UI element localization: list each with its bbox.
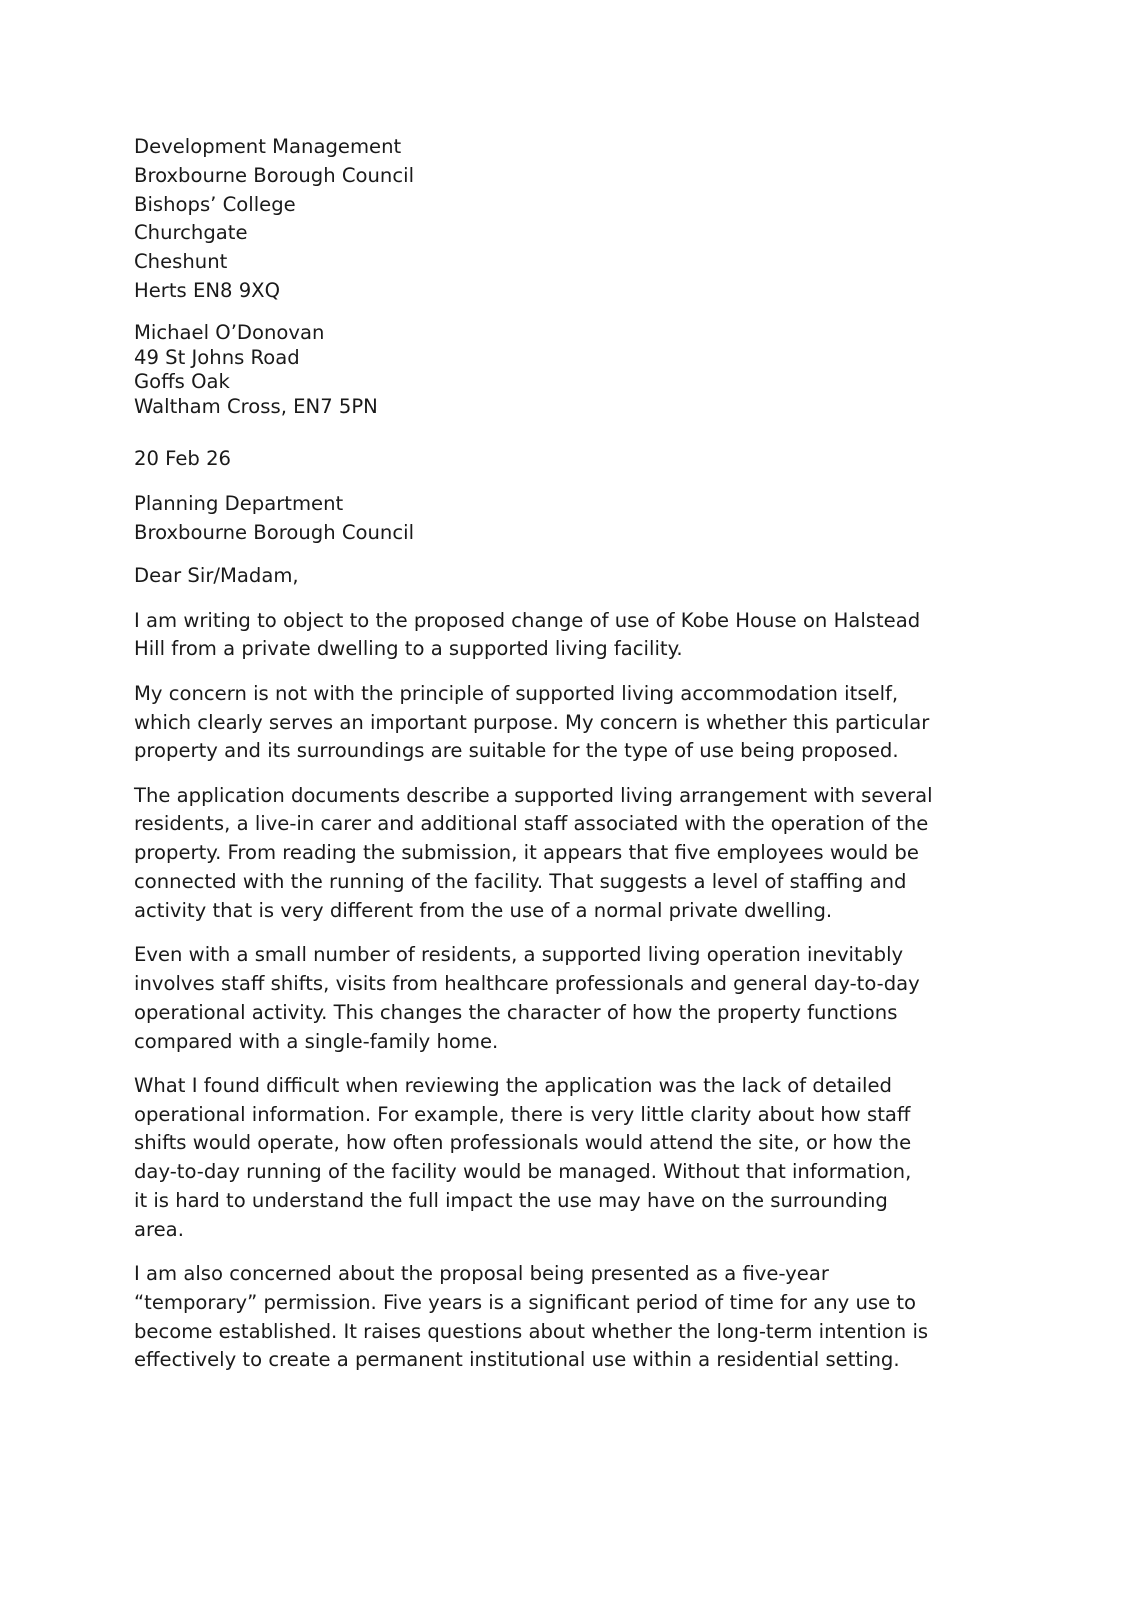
letter-date: 20 Feb 26 (134, 446, 232, 470)
body-paragraph (134, 1260, 1014, 1375)
planning-line: Planning Department (134, 491, 344, 515)
body-paragraph (134, 1072, 1014, 1245)
sender-line: Michael O’Donovan (134, 320, 325, 344)
paragraph-line: activity that is very different from the use of a normal private dwelling. (134, 898, 833, 922)
paragraph-line: shifts would operate, how often professionals would attend the site, or how the (134, 1131, 912, 1155)
sender-line: Waltham Cross, EN7 5PN (134, 395, 378, 419)
body-paragraph (134, 782, 1014, 926)
paragraph-line: I am also concerned about the proposal being presented as a five-year (134, 1262, 829, 1286)
recipient-address (134, 133, 1014, 306)
letter-body (134, 607, 1014, 1376)
paragraph-line: My concern is not with the principle of supported living accommodation itself, (134, 681, 899, 705)
paragraph-line: operational activity. This changes the character of how the property functions (134, 1000, 898, 1024)
paragraph-line: Hill from a private dwelling to a supported living facility. (134, 637, 683, 661)
salutation: Dear Sir/Madam, (134, 564, 299, 588)
body-paragraph (134, 680, 1014, 766)
paragraph-line: day-to-day running of the facility would be managed. Without that information, (134, 1160, 912, 1184)
paragraph-line: compared with a single-family home. (134, 1029, 499, 1053)
paragraph-line: effectively to create a permanent institutional use within a residential setting. (134, 1348, 900, 1372)
paragraph-line: involves staff shifts, visits from healthcare professionals and general day-to-day (134, 971, 920, 995)
sender-line: Goffs Oak (134, 370, 230, 394)
sender-address (134, 321, 1014, 420)
paragraph-line: The application documents describe a supported living arrangement with several (134, 783, 933, 807)
paragraph-line: connected with the running of the facility. That suggests a level of staffing and (134, 870, 907, 894)
address-line: Churchgate (134, 221, 248, 245)
paragraph-line: operational information. For example, there is very little clarity about how staff (134, 1102, 911, 1126)
paragraph-line: which clearly serves an important purpose. My concern is whether this particular (134, 710, 930, 734)
paragraph-line: property. From reading the submission, it appears that five employees would be (134, 841, 919, 865)
paragraph-line: property and its surroundings are suitable for the type of use being proposed. (134, 739, 899, 763)
paragraph-line: area. (134, 1217, 184, 1241)
body-paragraph (134, 607, 1014, 665)
address-line: Bishops’ College (134, 192, 296, 216)
letter-page (134, 133, 1014, 1375)
planning-department (134, 490, 1014, 548)
paragraph-line: residents, a live-in carer and additional staff associated with the operation of the (134, 812, 929, 836)
paragraph-line: I am writing to object to the proposed change of use of Kobe House on Halstead (134, 608, 921, 632)
paragraph-line: “temporary” permission. Five years is a significant period of time for any use to (134, 1290, 917, 1314)
paragraph-line: Even with a small number of residents, a supported living operation inevitably (134, 943, 904, 967)
paragraph-line: become established. It raises questions about whether the long-term intention is (134, 1319, 929, 1343)
address-line: Development Management (134, 135, 402, 158)
body-paragraph (134, 941, 1014, 1056)
address-line: Cheshunt (134, 250, 228, 274)
paragraph-line: it is hard to understand the full impact the use may have on the surrounding (134, 1189, 888, 1212)
sender-line: 49 St Johns Road (134, 345, 300, 369)
paragraph-line: What I found difficult when reviewing the application was the lack of detailed (134, 1073, 892, 1097)
address-line: Herts EN8 9XQ (134, 278, 281, 302)
address-line: Broxbourne Borough Council (134, 163, 415, 187)
planning-line: Broxbourne Borough Council (134, 520, 415, 544)
